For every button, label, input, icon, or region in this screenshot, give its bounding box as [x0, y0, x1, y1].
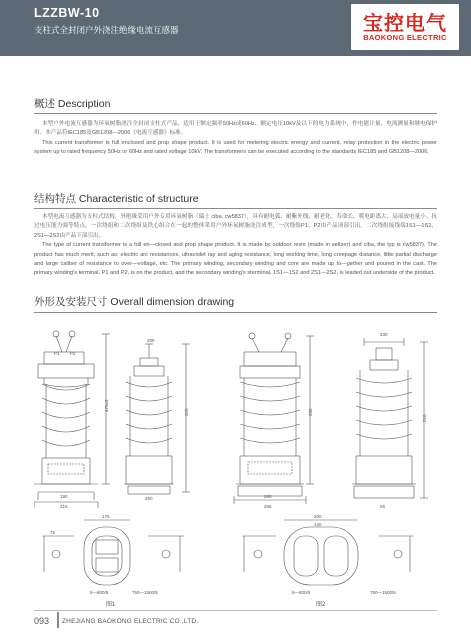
dim-215: 215 — [60, 504, 68, 509]
overview-divider — [34, 113, 437, 114]
structure-body — [34, 213, 437, 279]
dim-65: 65 — [380, 504, 386, 509]
dim-205: 205 — [147, 338, 155, 343]
structure-divider — [34, 208, 437, 209]
ratio-fig2-a: 5—800/5 — [292, 590, 311, 595]
fig2-front-view — [234, 333, 314, 504]
overview-body — [34, 120, 437, 158]
dimension-drawing — [34, 322, 437, 607]
page-header — [0, 0, 471, 56]
dim-280: 280 — [308, 408, 313, 416]
dim-470: 470±5 — [104, 399, 109, 412]
dim-265: 265 — [264, 504, 272, 509]
company-name: ZHEJIANG BAOKONG ELECTRIC CO.,LTD. — [62, 618, 199, 625]
drawing-title: 外形及安装尺寸 Overall dimension drawing — [34, 296, 235, 308]
overview-text-en: This current transformer is full enclosed and prop shape product. It is used for metering electric energy and current, relay protection in the electric power system up to rated frequency 50Hz or 60Hz and rated voltage 10kV. The transformers can be executed according to the standards IEC185 and GB1208—2006. — [34, 139, 437, 156]
dim-210: 210 — [422, 414, 427, 422]
dim-250: 250 — [145, 496, 153, 501]
page-footer — [0, 612, 471, 640]
overview-text-cn: 本型户外电流互感器为环氧树脂浇注全封闭支柱式产品，适用于额定频率50Hz或60Hz、额定电压10kV及以下的电力系统中，作电能计量、电流测量和继电保护用。本产品符IEC185及GB1208—2006《电流互感器》标准。 — [34, 121, 437, 137]
dim-140: 140 — [314, 522, 322, 527]
fig1-front-view — [34, 331, 110, 508]
structure-text-cn: 本型电流互感器为支柱式结构，外绝缘采用户外专用环氧树脂（瑞士 ciba, cw5837），具有耐电弧、耐紫外线、耐老化、寿命长、爬电距离大、局部放电量小、抗过电压能力强等特点。一次绕组和二次绕组及铁心组合在一起的整体采用户外环氧树脂浇注成型，一次绕组P1、P2由产品顶部引出，二次绕组接线端1S1—1S2、2S1—2S2由产品下部引出。 — [34, 214, 438, 239]
footer-divider — [34, 610, 437, 611]
figure-2-caption: 图2 — [316, 602, 326, 607]
structure-text-en: The type of current transformer is a full en—closed and prop shape product. It is made by outdoor resin (made in seltzer) and ciba, the typ is cw5837). The product has much merit, such as: electric arc resistances, ultraviolet ray and aging resistance, long working time, long creepage distance, little partial discharge and large caliber of resistance to over—voltage, etc. The primary winding, secondary winding and core are made up to—gether and poured in the cast. The primary winding's terminal, P1 and P2, is on the product, and the secondary winding's sterminal, 1S1—1S2 and 2S1—2S2, is leaded out underside of the product. — [34, 242, 437, 277]
label-p1: P1 — [54, 351, 60, 356]
footer-bar — [57, 612, 59, 628]
fig2-side-view — [352, 338, 428, 498]
dim-200: 200 — [314, 514, 322, 519]
page-number: 093 — [34, 616, 50, 626]
overview-title: 概述 Description — [34, 98, 111, 110]
dim-230: 230 — [380, 332, 388, 337]
model-subtitle: 支柱式全封闭户外浇注绝缘电流互感器 — [34, 25, 179, 35]
brand-name-en: BAOKONG ELECTRIC — [363, 33, 447, 42]
fig1-side-view — [124, 344, 190, 494]
dim-190: 190 — [60, 494, 68, 499]
dim-175: 175 — [102, 514, 110, 519]
dim-75: 75 — [50, 530, 56, 535]
structure-title: 结构特点 Characteristic of structure — [34, 193, 199, 205]
ratio-fig2-b: 750—1500/5 — [370, 590, 396, 595]
dim-260: 260 — [264, 494, 272, 499]
fig1-terminal-detail — [42, 520, 184, 585]
brand-logo — [351, 4, 459, 50]
fig2-terminal-detail — [242, 520, 414, 585]
figure-1-caption: 图1 — [106, 602, 116, 607]
model-title: LZZBW-10 — [34, 6, 100, 20]
ratio-fig1-b: 750—1500/5 — [132, 590, 158, 595]
drawing-divider — [34, 312, 437, 313]
dim-320: 320 — [184, 408, 189, 416]
brand-name-cn: 宝控电气 — [363, 11, 447, 35]
label-p2: P2 — [70, 351, 76, 356]
ratio-fig1-a: 5—800/5 — [90, 590, 109, 595]
